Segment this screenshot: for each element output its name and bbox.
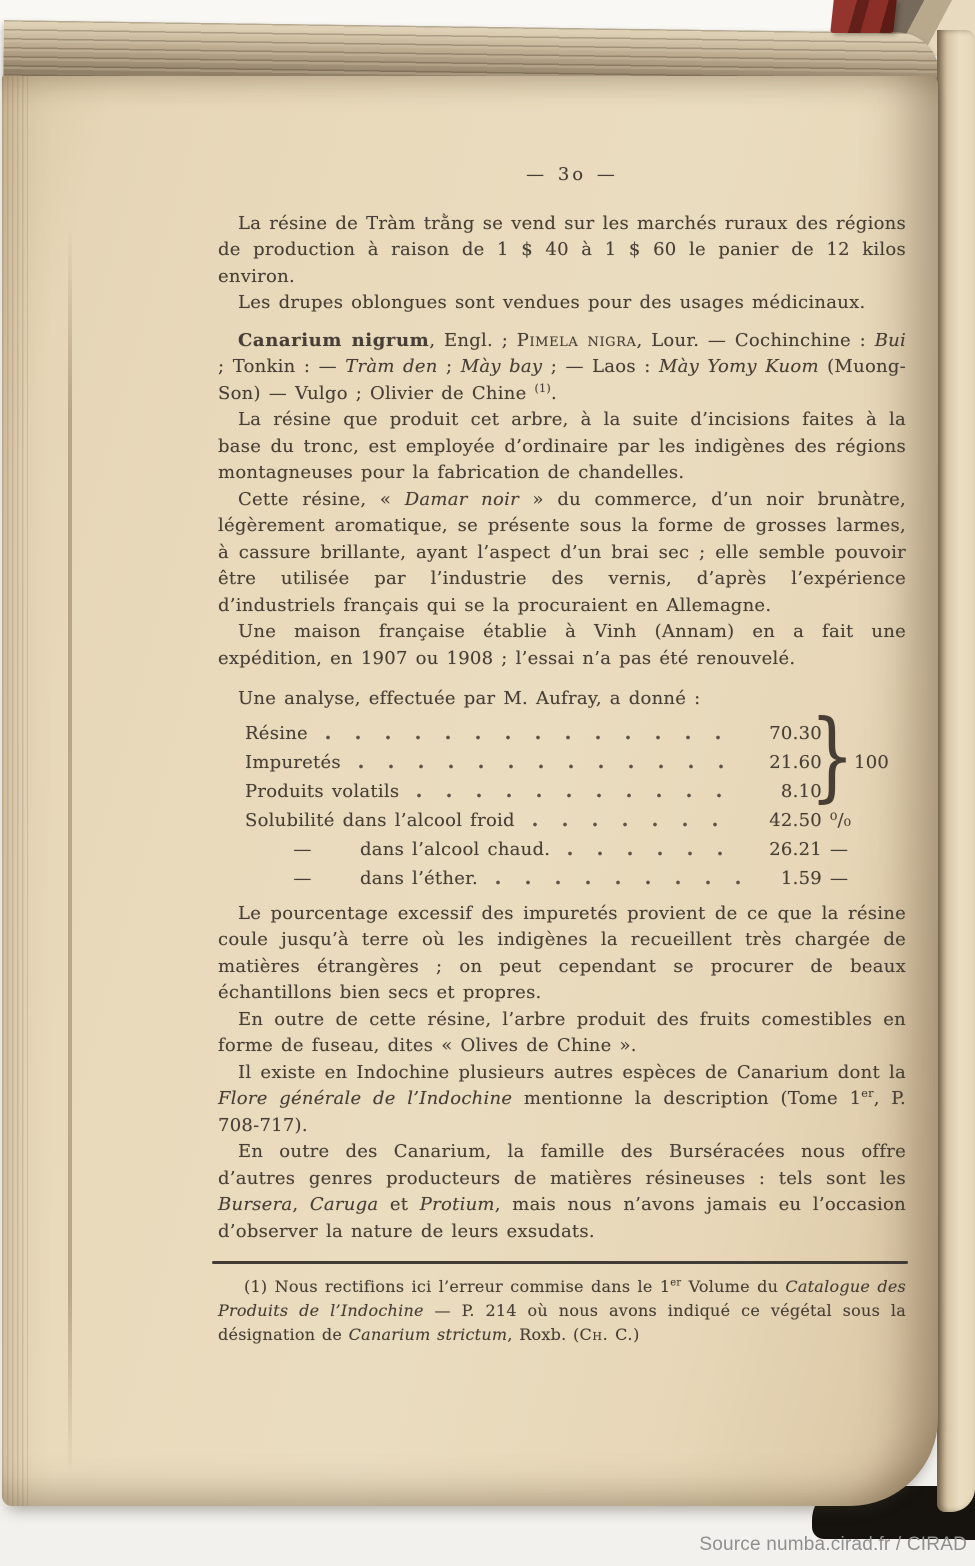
dot-leader <box>492 880 740 885</box>
grouping-brace: } <box>810 698 855 812</box>
paragraph-drupes: Les drupes oblongues sont vendues pour des usages médicinaux. <box>238 292 866 313</box>
row-value: 1.59 <box>780 867 822 889</box>
analysis-row-impuretes <box>218 748 906 777</box>
row-value: 70.30 <box>769 722 822 744</box>
paragraph-vinh-expedition: Une maison française établie à Vinh (Annam) en a fait une expédition, en 1907 ou 1908 ; l’essai n’a pas été renouvelé. <box>218 621 906 669</box>
page-number: — 3o — <box>526 164 618 185</box>
row-value: 8.10 <box>780 780 822 802</box>
footnote: (1) Nous rectifions ici l’erreur commise dans le 1er Volume du Catalogue des Produits de l’Indochine — P. 214 où nous avons indiqué ce végétal sous la désignation de Canarium strictum, Roxb. (Ch. C.) <box>218 1276 906 1344</box>
deckle-edge <box>2 76 28 1506</box>
analysis-row-produits-volatils <box>218 777 906 806</box>
paragraph-tram-trang-market: La résine de Tràm trằng se vend sur les marchés ruraux des régions de production à raison de 1 $ 40 à 1 $ 60 le panier de 12 kilos environ. <box>218 212 906 287</box>
analysis-row-solubilite-ether <box>218 864 906 893</box>
page-fold-line <box>68 226 72 1476</box>
paragraph-impuretes-explanation: Le pourcentage excessif des impuretés provient de ce que la résine coule jusqu’à terre où les indigènes la recueillent très chargée de matières étrangères ; on peut cependant se procurer de beaux échantillons bien secs et propres. <box>218 902 906 1003</box>
row-label: dans l’alcool chaud. <box>360 838 551 860</box>
row-value: 21.60 <box>769 751 822 773</box>
source-credit: Source numba.cirad.fr / CIRAD <box>699 1534 967 1555</box>
paragraph-resin-use: La résine que produit cet arbre, à la suite d’incisions faites à la base du tronc, est employée d’ordinaire par les indigènes des régions montagneuses pour la fabrication de chandelles. <box>218 409 906 483</box>
dot-leader <box>564 851 740 856</box>
dot-leader <box>529 822 740 827</box>
footnote-rule <box>212 1261 908 1264</box>
red-bookmark-ribbon <box>830 0 896 33</box>
page-text-block <box>218 162 906 1347</box>
analysis-row-resine <box>218 719 906 748</box>
row-unit: ⁰/₀ <box>830 809 852 831</box>
row-dash: — <box>293 838 312 860</box>
next-page-edge <box>937 30 975 1512</box>
dot-leader <box>413 793 740 798</box>
row-value: 26.21 <box>769 838 822 860</box>
row-label: Impuretés <box>245 751 341 773</box>
dot-leader <box>322 735 740 740</box>
row-label: Solubilité dans l’alcool froid <box>245 809 515 831</box>
paragraph-damar-noir: Cette résine, « Damar noir » du commerce, d’un noir brunàtre, légèrement aromatique, se présente sous la forme de grosses larmes, à cassure brillante, ayant l’aspect d’un brai sec ; elle semble pouvoir être utilisée par l’industrie des vernis, d’après l’expérience d’industriels français qui se la procuraient en Allemagne. <box>218 488 906 616</box>
dot-leader <box>355 764 740 769</box>
analysis-row-solubilite-chaud <box>218 835 906 864</box>
paragraph-burseracees: En outre des Canarium, la famille des Burséracées nous offre d’autres genres producteurs de matières résineuses : tels sont les Bursera, Caruga et Protium, mais nous n’avons jamais eu l’occasion d’observer la nature de leurs exsudats. <box>218 1141 906 1242</box>
book-page <box>2 76 938 1506</box>
row-unit: — <box>830 838 849 860</box>
row-unit: — <box>830 867 849 889</box>
brace-total-value: 100 <box>854 751 890 773</box>
paragraph-analysis-intro: Une analyse, effectuée par M. Aufray, a donné : <box>238 688 701 709</box>
analysis-row-solubilite-froid <box>218 806 906 835</box>
paragraph-olives-de-chine: En outre de cette résine, l’arbre produit des fruits comestibles en forme de fuseau, dites « Olives de Chine ». <box>218 1008 906 1056</box>
row-dash: — <box>293 867 312 889</box>
paragraph-canarium-nigrum-entry: Canarium nigrum, Engl. ; Pimela nigra, Lour. — Cochinchine : Bui ; Tonkin : — Tràm den ; Mày bay ; — Laos : Mày Yomy Kuom (Muong-Son) — Vulgo ; Olivier de Chine $^{(1)}$. <box>218 329 907 404</box>
row-value: 42.50 <box>769 809 822 831</box>
row-label: dans l’éther. <box>360 867 479 889</box>
paragraph-flore-generale: Il existe en Indochine plusieurs autres espèces de Canarium dont la Flore générale de l’Indochine mentionne la description (Tome 1er, P. 708-717). <box>218 1061 906 1136</box>
row-label: Résine <box>245 722 308 744</box>
row-label: Produits volatils <box>245 780 400 802</box>
